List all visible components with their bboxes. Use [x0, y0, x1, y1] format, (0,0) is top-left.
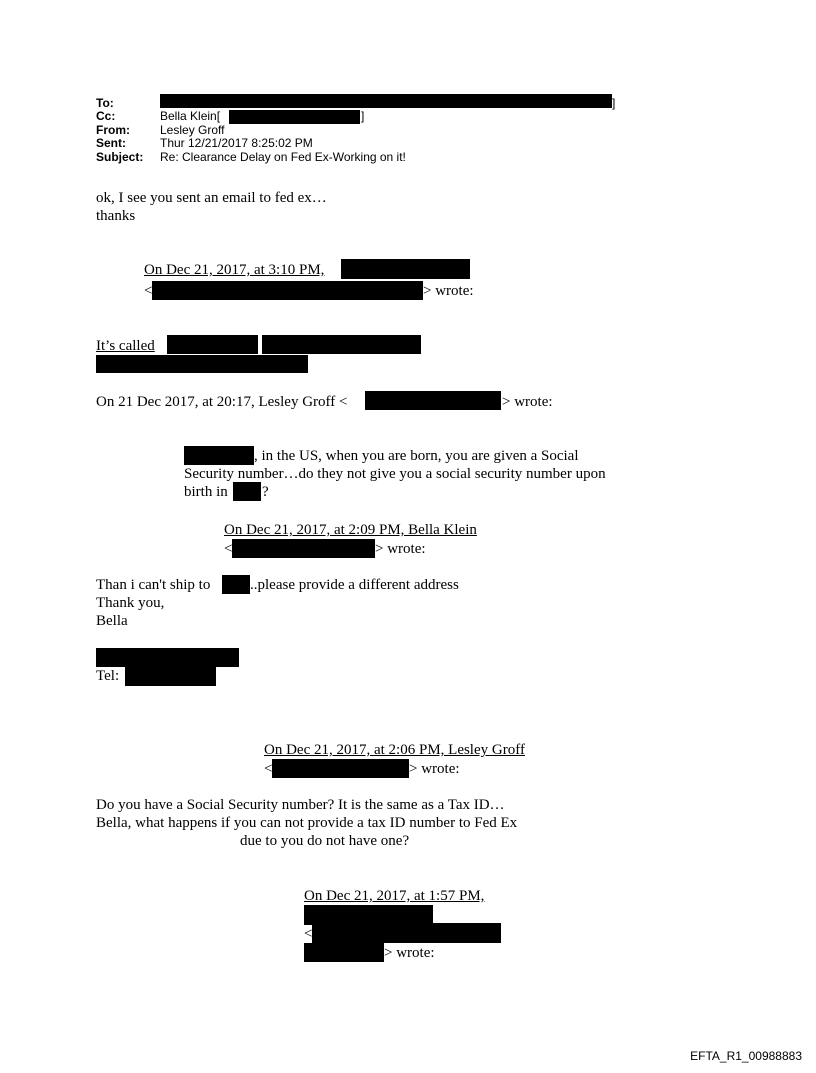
quote5-header: On Dec 21, 2017, at 1:57 PM, [304, 888, 485, 904]
redaction-quote4-email [272, 759, 409, 778]
signature-bella: Bella [96, 613, 128, 629]
subject-value: Re: Clearance Delay on Fed Ex-Working on it! [160, 150, 406, 164]
redaction-called-3 [96, 355, 308, 373]
document-id: EFTA_R1_00988883 [690, 1049, 802, 1063]
cc-close-bracket: ] [361, 109, 365, 123]
redaction-tel-number [125, 666, 216, 686]
quote1-header: On Dec 21, 2017, at 3:10 PM, [144, 262, 325, 278]
quote2-wrote: > wrote: [502, 394, 553, 410]
para1-line-c: birth in [184, 484, 228, 500]
sent-label: Sent: [96, 136, 126, 150]
body-line-1: ok, I see you sent an email to fed ex… [96, 190, 327, 206]
redaction-called-2 [262, 335, 421, 354]
quote1-open-bracket: < [144, 283, 153, 299]
quote3-wrote: > wrote: [375, 541, 426, 557]
thank-you: Thank you, [96, 595, 165, 611]
redaction-quote5-email-1 [312, 923, 501, 943]
redaction-quote5-sender [304, 905, 433, 925]
redaction-ship-country [222, 575, 250, 594]
to-close-bracket: ] [612, 96, 616, 110]
para1-question-mark: ? [262, 484, 269, 500]
redaction-quote2-email [365, 391, 501, 410]
para1-line-a: , in the US, when you are born, you are given a Social [254, 448, 579, 464]
redaction-quote3-email [232, 539, 375, 558]
redaction-signature-block [96, 648, 239, 667]
sent-value: Thur 12/21/2017 8:25:02 PM [160, 136, 313, 150]
body-line-2: thanks [96, 208, 136, 224]
redaction-quote1-email [152, 281, 423, 300]
from-value: Lesley Groff [160, 123, 225, 137]
quote5-open-bracket: < [304, 926, 313, 942]
ssn-question-2: Bella, what happens if you can not provide a tax ID number to Fed Ex [96, 815, 518, 831]
tel-label: Tel: [96, 668, 120, 684]
para1-line-b: Security number…do they not give you a social security number upon [184, 466, 606, 482]
quote3-open-bracket: < [224, 541, 233, 557]
redaction-called-1 [167, 335, 258, 354]
redaction-cc-address [229, 110, 360, 124]
ssn-question-1: Do you have a Social Security number? It is the same as a Tax ID… [96, 797, 505, 813]
cc-value: Bella Klein[ [160, 109, 221, 123]
redaction-para1-name [184, 446, 254, 465]
from-label: From: [96, 123, 130, 137]
ship-line: Than i can't ship to [96, 577, 211, 593]
redaction-quote5-email-2 [304, 943, 384, 962]
its-called: It’s called [96, 338, 155, 354]
quote1-wrote: > wrote: [423, 283, 474, 299]
quote2-header: On 21 Dec 2017, at 20:17, Lesley Groff < [96, 394, 348, 410]
quote3-header: On Dec 21, 2017, at 2:09 PM, Bella Klein [224, 522, 477, 538]
to-label: To: [96, 96, 114, 110]
ssn-question-3: due to you do not have one? [240, 833, 410, 849]
subject-label: Subject: [96, 150, 144, 164]
redaction-to-address [160, 94, 612, 108]
quote4-header: On Dec 21, 2017, at 2:06 PM, Lesley Groff [264, 742, 525, 758]
ship-line-suffix: ..please provide a different address [250, 577, 459, 593]
redaction-quote1-sender [341, 259, 470, 279]
cc-label: Cc: [96, 109, 116, 123]
quote5-wrote: > wrote: [384, 945, 435, 961]
redaction-para1-country [233, 482, 261, 501]
quote4-open-bracket: < [264, 761, 273, 777]
quote4-wrote: > wrote: [409, 761, 460, 777]
